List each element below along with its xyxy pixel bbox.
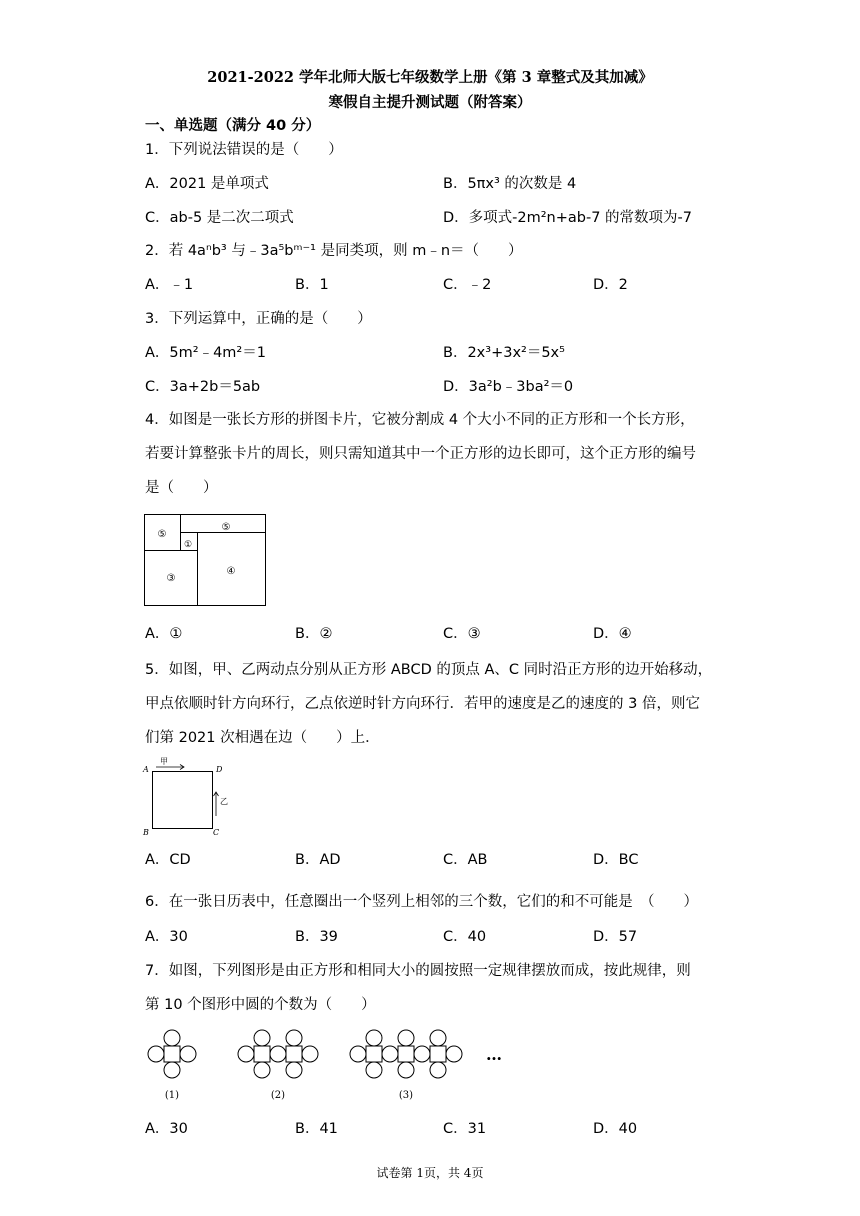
question-4-option-c: C．③ (443, 626, 481, 642)
question-3-option-c: C．3a+2b＝5ab (145, 379, 261, 395)
question-4-option-a: A．① (145, 626, 183, 642)
question-1-stem: 1．下列说法错误的是（ ） (145, 142, 343, 158)
question-7-line-1: 7．如图，下列图形是由正方形和相同大小的圆按照一定规律摆放而成，按此规律，则 (145, 963, 691, 979)
question-5-option-b: B．AD (295, 852, 341, 868)
question-3-option-a: A．5m²﹣4m²＝1 (145, 345, 266, 361)
ellipsis-label: … (486, 1045, 502, 1064)
question-2-option-b: B．1 (295, 277, 329, 293)
question-5-line-1: 5．如图，甲、乙两动点分别从正方形 ABCD 的顶点 A、C 同时沿正方形的边开始移动， (145, 662, 713, 678)
question-5-option-c: C．AB (443, 852, 488, 868)
figure-2-label: (2) (270, 1090, 286, 1101)
question-6-option-b: B．39 (295, 929, 338, 945)
point-jia-label: 甲 (160, 757, 168, 766)
question-7-option-b: B．41 (295, 1121, 338, 1137)
question-2-stem: 2．若 4aⁿb³ 与﹣3a⁵bᵐ⁻¹ 是同类项，则 m﹣n＝（ ） (145, 243, 523, 259)
figure-label-3: ③ (166, 573, 176, 584)
question-7-line-2: 第 10 个图形中圆的个数为（ ） (145, 997, 376, 1013)
question-1-option-b: B．5πx³ 的次数是 4 (443, 176, 577, 192)
question-3-option-b: B．2x³+3x²＝5x⁵ (443, 345, 565, 361)
page-title: 2021-2022 学年北师大版七年级数学上册《第 3 章整式及其加减》 (207, 69, 653, 86)
question-7-option-c: C．31 (443, 1121, 487, 1137)
question-6-option-c: C．40 (443, 929, 487, 945)
question-5-line-2: 甲点依顺时针方向环行，乙点依逆时针方向环行．若甲的速度是乙的速度的 3 倍，则它 (145, 696, 700, 712)
vertex-a-label: A (143, 765, 149, 774)
section-heading: 一、单选题（满分 40 分） (145, 118, 321, 134)
page-subtitle: 寒假自主提升测试题（附答案） (328, 94, 532, 111)
pattern-figure-1 (148, 1030, 196, 1078)
question-6-option-a: A．30 (145, 929, 188, 945)
question-5-line-3: 们第 2021 次相遇在边（ ）上． (145, 730, 380, 746)
question-5-figure (140, 756, 240, 840)
question-5-option-d: D．BC (593, 852, 639, 868)
figure-label-5: ⑤ (221, 522, 231, 533)
figure-label-1: ① (183, 540, 193, 550)
question-7-figure (140, 1024, 520, 1108)
vertex-c-label: C (213, 828, 220, 837)
question-3-option-d: D．3a²b﹣3ba²＝0 (443, 379, 574, 395)
figure-square-abcd (153, 772, 213, 829)
figure-label-4: ④ (226, 566, 236, 577)
question-3-stem: 3．下列运算中，正确的是（ ） (145, 311, 372, 327)
question-4-figure (140, 510, 275, 612)
question-4-line-1: 4．如图是一张长方形的拼图卡片，它被分割成 4 个大小不同的正方形和一个长方形， (145, 412, 695, 428)
question-4-option-b: B．② (295, 626, 333, 642)
vertex-b-label: B (143, 828, 149, 837)
question-7-option-a: A．30 (145, 1121, 188, 1137)
question-2-option-d: D．2 (593, 277, 628, 293)
question-2-option-a: A．﹣1 (145, 277, 194, 293)
question-5-option-a: A．CD (145, 852, 191, 868)
question-2-option-c: C．﹣2 (443, 277, 492, 293)
page-footer: 试卷第 1页，共 4页 (376, 1166, 484, 1180)
question-4-option-d: D．④ (593, 626, 632, 642)
question-6-option-d: D．57 (593, 929, 638, 945)
point-yi-label: 乙 (220, 797, 228, 806)
pattern-figure-3 (350, 1030, 462, 1078)
figure-1-label: (1) (164, 1090, 180, 1101)
vertex-d-label: D (216, 765, 223, 774)
question-1-option-d: D．多项式-2m²n+ab-7 的常数项为-7 (443, 210, 693, 226)
question-7-option-d: D．40 (593, 1121, 638, 1137)
figure-label-2: ⑤ (157, 529, 167, 540)
question-4-line-2: 若要计算整张卡片的周长，则只需知道其中一个正方形的边长即可，这个正方形的编号 (145, 446, 696, 462)
figure-3-label: (3) (398, 1090, 414, 1101)
pattern-figure-2 (238, 1030, 318, 1078)
question-1-option-c: C．ab-5 是二次二项式 (145, 210, 294, 226)
question-1-option-a: A．2021 是单项式 (145, 176, 269, 192)
question-6-stem: 6．在一张日历表中，任意圈出一个竖列上相邻的三个数，它们的和不可能是 （ ） (145, 894, 698, 910)
arrow-up-icon (214, 792, 219, 816)
question-4-line-3: 是（ ） (145, 480, 218, 496)
